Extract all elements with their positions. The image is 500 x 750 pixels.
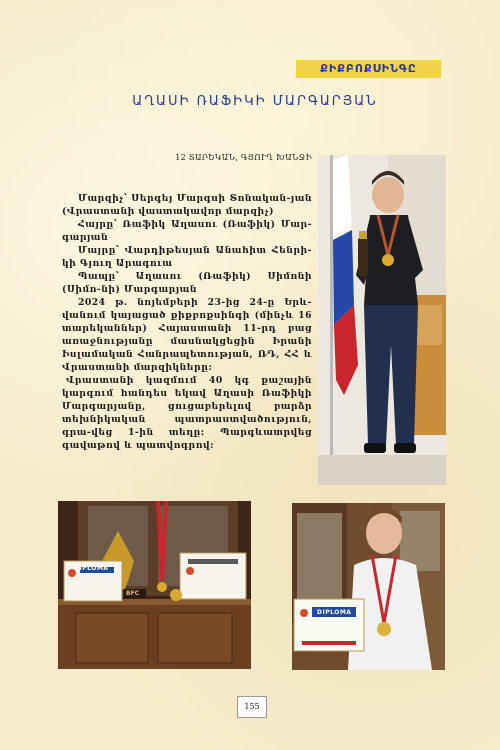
trophies-illustration (58, 501, 251, 669)
trophies-diploma-photo (58, 501, 251, 669)
boy-diploma-illustration (292, 503, 445, 670)
coach-line: Մարզիչ՝ Սերգեյ Մարգսի Տոնական-յան (Վրաստանի վաստակավոր մարզիչ) (62, 193, 312, 217)
athlete-diploma-photo (292, 503, 445, 670)
biography-text (62, 192, 312, 452)
diploma-label-left: DIPLOMA (74, 565, 109, 572)
diploma-label-right: DIPLOMA (317, 609, 352, 616)
result-paragraph: Վրաստանի կազմում 40 կգ քաշային կարգում հանդես եկավ Աղասի Ռաֆիկի Մարգարյանը, ցուցաբերելով բարձր տեխնիկական պատրաստվածություն, գրա-վեց 1-ին տեղը: Պարգևատրվեց գավաթով և պատվոգրով: (62, 375, 312, 451)
trophy-badge-label: BFC (126, 590, 140, 597)
athlete-photo-illustration (318, 155, 446, 485)
mother-line: Մայրը՝ Վարդիթեսյան Անահիտ Հենրի-կի Գյուղ Արագուա (62, 245, 312, 269)
grandfather-line: Պապը՝ Աղասու (Ռաֆիկ) Սիմոնի (Սիմո-նի) Մարգարյան (62, 271, 312, 295)
championship-paragraph: 2024 թ. նոյեմբերի 23-ից 24-ը Երև-վանում կայացած քիքբոքսինգի (մինչև 16 տարեկաններ) Հայաստանի 11-րդ բաց առաջնությանը մասնակցեցին Իրանի Իսլամական Հանրապետության, ՌԴ, ՀՀ և Վրաստանի մարզիկները: (62, 297, 312, 373)
section-label: ՔԻՔԲՈՔՍԻՆԳԸ (296, 60, 441, 78)
athlete-photo-with-flag (318, 155, 446, 485)
page-number: 155 (237, 696, 267, 718)
age-village-subtitle: 12 ՏԱՐԵԿԱՆ, ԳՅՈՒՂ ԽԱՆՋԻ (175, 153, 312, 162)
father-line: Հայրը՝ Ռաֆիկ Աղասու (Ռաֆիկ) Մար-գարյան (62, 219, 312, 243)
athlete-name-heading: ԱՂԱՍԻ ՌԱՖԻԿԻ ՄԱՐԳԱՐՅԱՆ (132, 94, 378, 109)
